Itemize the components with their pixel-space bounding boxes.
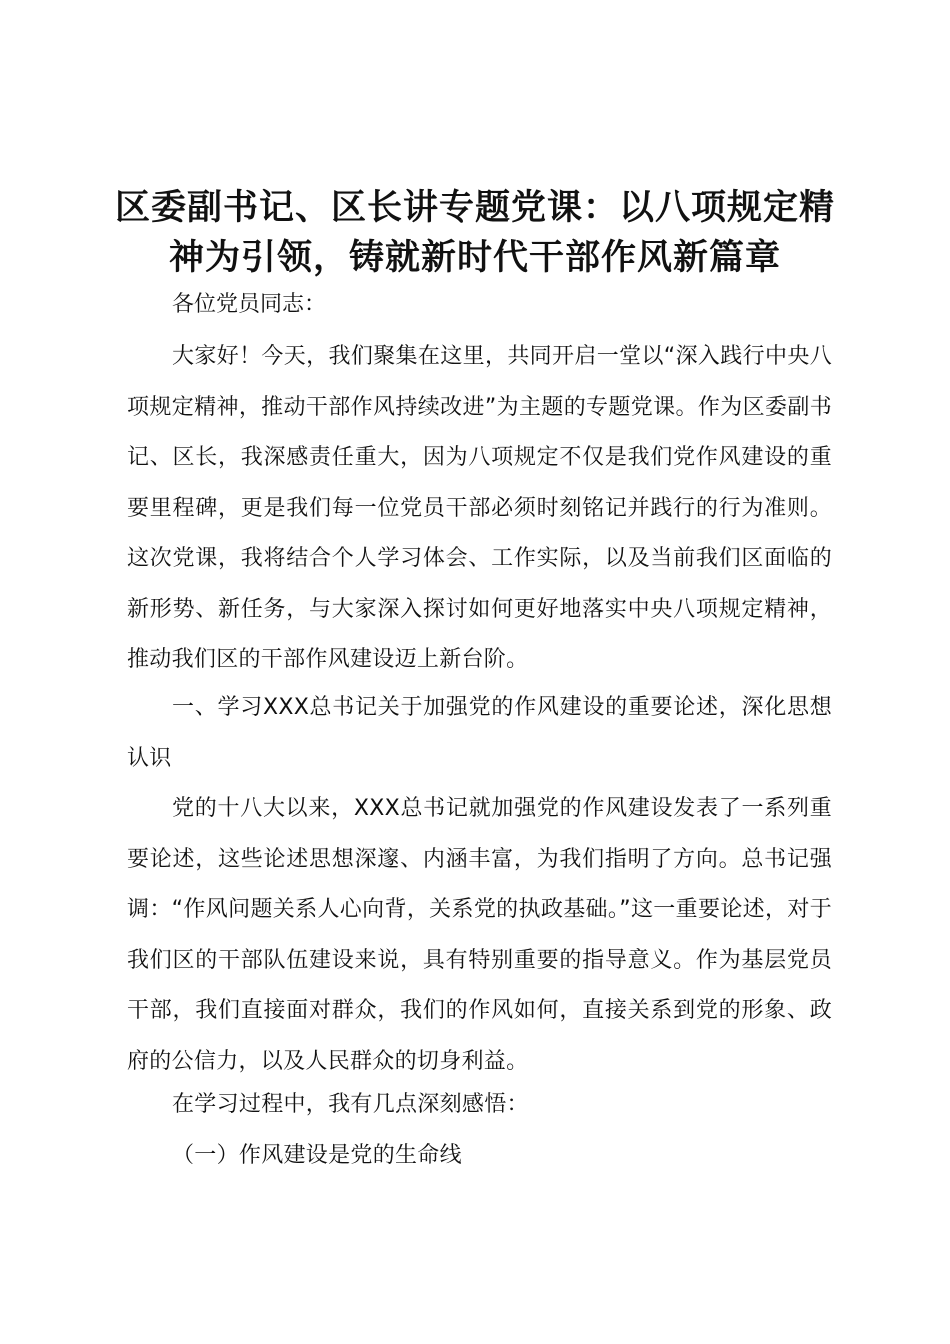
paragraph-body: 党的十八大以来，XXX总书记就加强党的作风建设发表了一系列重要论述，这些论述思想深邃、内涵丰富，为我们指明了方向。总书记强调：“作风问题关系人心向背，关系党的执政基础。”这一重要论述，对于我们区的干部队伍建设来说，具有特别重要的指导意义。作为基层党员干部，我们直接面对群众，我们的作风如何，直接关系到党的形象、政府的公信力，以及人民群众的切身利益。	[127, 796, 832, 1074]
paragraph-opening: 大家好！今天，我们聚集在这里，共同开启一堂以“深入践行中央八项规定精神，推动干部作风持续改进”为主题的专题党课。作为区委副书记、区长，我深感责任重大，因为八项规定不仅是我们党作风建设的重要里程碑，更是我们每一位党员干部必须时刻铭记并践行的行为准则。这次党课，我将结合个人学习体会、工作实际，以及当前我们区面临的新形势、新任务，与大家深入探讨如何更好地落实中央八项规定精神，推动我们区的干部作风建设迈上新台阶。	[127, 344, 832, 672]
subsection-heading-1: （一）作风建设是党的生命线	[172, 1143, 462, 1168]
paragraph-intro: 在学习过程中，我有几点深刻感悟：	[172, 1092, 529, 1117]
document-title-line-1: 区委副书记、区长讲专题党课：以八项规定精	[114, 188, 835, 228]
document-title-line-2: 神为引领，铸就新时代干部作风新篇章	[168, 238, 781, 278]
section-heading-1: 一、学习XXX总书记关于加强党的作风建设的重要论述，深化思想认识	[127, 695, 832, 771]
salutation: 各位党员同志：	[172, 292, 327, 317]
